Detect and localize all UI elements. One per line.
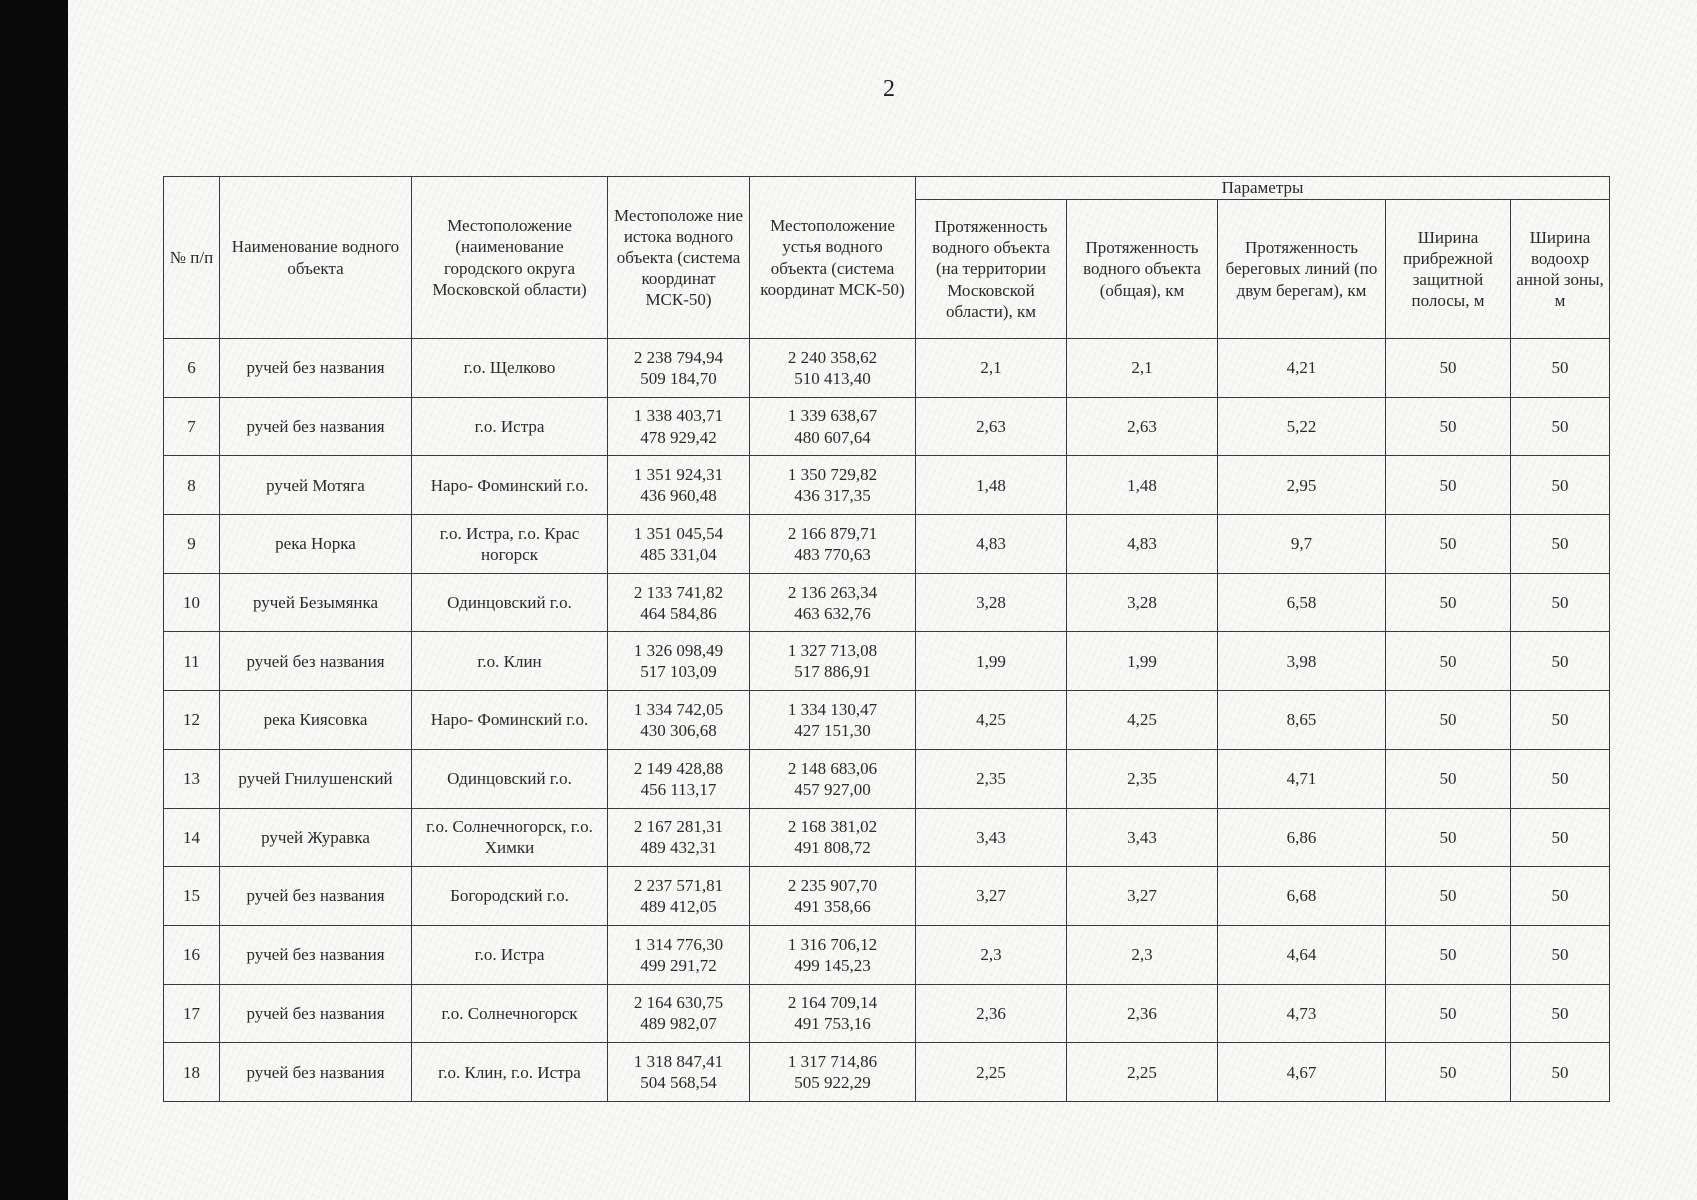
cell-protective-strip: 50 <box>1386 925 1511 984</box>
cell-name: ручей без названия <box>220 984 412 1043</box>
cell-source-coords-line: 430 306,68 <box>640 720 717 740</box>
header-params: Параметры <box>916 177 1610 200</box>
cell-length-total: 1,48 <box>1067 456 1218 515</box>
table-row <box>164 1043 1610 1102</box>
cell-name: река Норка <box>220 515 412 574</box>
cell-mouth-coords-line: 457 927,00 <box>794 779 871 799</box>
cell-mouth-coords-line: 2 148 683,06 <box>787 758 878 778</box>
cell-mouth-coords-line: 2 235 907,70 <box>787 875 878 895</box>
cell-water-zone: 50 <box>1511 573 1610 632</box>
cell-mouth-coords <box>750 397 916 456</box>
cell-water-zone: 50 <box>1511 1043 1610 1102</box>
cell-mouth-coords <box>750 339 916 398</box>
cell-length-mo: 2,25 <box>916 1043 1067 1102</box>
cell-protective-strip: 50 <box>1386 808 1511 867</box>
cell-water-zone: 50 <box>1511 691 1610 750</box>
cell-number: 13 <box>164 749 220 808</box>
table-row <box>164 867 1610 926</box>
cell-water-zone: 50 <box>1511 397 1610 456</box>
cell-length-mo: 4,25 <box>916 691 1067 750</box>
cell-water-zone: 50 <box>1511 515 1610 574</box>
cell-location: Наро- Фоминский г.о. <box>412 456 608 515</box>
cell-source-coords-line: 504 568,54 <box>640 1073 717 1093</box>
cell-source-coords-line: 464 584,86 <box>640 603 717 623</box>
cell-source-coords-line: 2 238 794,94 <box>633 347 724 367</box>
cell-shoreline: 4,21 <box>1218 339 1386 398</box>
cell-water-zone: 50 <box>1511 925 1610 984</box>
cell-shoreline: 8,65 <box>1218 691 1386 750</box>
header-protective-strip: Ширина прибрежной защитной полосы, м <box>1386 200 1511 339</box>
cell-source-coords-line: 2 149 428,88 <box>633 758 724 778</box>
cell-number: 9 <box>164 515 220 574</box>
cell-protective-strip: 50 <box>1386 691 1511 750</box>
cell-length-total: 4,83 <box>1067 515 1218 574</box>
cell-mouth-coords-line: 491 753,16 <box>794 1014 871 1034</box>
cell-length-mo: 3,28 <box>916 573 1067 632</box>
cell-length-mo: 3,43 <box>916 808 1067 867</box>
cell-length-total: 2,3 <box>1067 925 1218 984</box>
cell-source-coords <box>608 808 750 867</box>
cell-source-coords <box>608 1043 750 1102</box>
header-length-mo: Протяженность водного объекта (на территории Московской области), км <box>916 200 1067 339</box>
table-row <box>164 749 1610 808</box>
cell-length-mo: 1,99 <box>916 632 1067 691</box>
cell-location: Одинцовский г.о. <box>412 573 608 632</box>
cell-shoreline: 3,98 <box>1218 632 1386 691</box>
cell-shoreline: 9,7 <box>1218 515 1386 574</box>
cell-location: г.о. Истра <box>412 925 608 984</box>
cell-name: ручей Журавка <box>220 808 412 867</box>
cell-length-total: 2,25 <box>1067 1043 1218 1102</box>
cell-location: г.о. Солнечногорск, г.о. Химки <box>412 808 608 867</box>
cell-mouth-coords-line: 1 317 714,86 <box>787 1052 878 1072</box>
cell-water-zone: 50 <box>1511 808 1610 867</box>
cell-water-zone: 50 <box>1511 339 1610 398</box>
cell-length-mo: 4,83 <box>916 515 1067 574</box>
cell-length-mo: 3,27 <box>916 867 1067 926</box>
cell-mouth-coords-line: 499 145,23 <box>794 955 871 975</box>
table-row <box>164 573 1610 632</box>
cell-mouth-coords-line: 505 922,29 <box>794 1073 871 1093</box>
table-row <box>164 691 1610 750</box>
cell-water-zone: 50 <box>1511 749 1610 808</box>
cell-length-mo: 2,36 <box>916 984 1067 1043</box>
cell-length-total: 1,99 <box>1067 632 1218 691</box>
cell-number: 7 <box>164 397 220 456</box>
cell-mouth-coords-line: 480 607,64 <box>794 427 871 447</box>
cell-mouth-coords-line: 2 166 879,71 <box>787 523 878 543</box>
cell-source-coords <box>608 456 750 515</box>
cell-source-coords-line: 1 314 776,30 <box>633 934 724 954</box>
cell-location: г.о. Солнечногорск <box>412 984 608 1043</box>
cell-water-zone: 50 <box>1511 632 1610 691</box>
cell-water-zone: 50 <box>1511 984 1610 1043</box>
cell-source-coords-line: 499 291,72 <box>640 955 717 975</box>
cell-name: ручей без названия <box>220 925 412 984</box>
cell-location: г.о. Истра, г.о. Крас ногорск <box>412 515 608 574</box>
cell-length-total: 3,28 <box>1067 573 1218 632</box>
cell-shoreline: 5,22 <box>1218 397 1386 456</box>
cell-length-mo: 1,48 <box>916 456 1067 515</box>
cell-number: 18 <box>164 1043 220 1102</box>
cell-mouth-coords-line: 517 886,91 <box>794 662 871 682</box>
cell-mouth-coords <box>750 515 916 574</box>
header-mouth: Местоположение устья водного объекта (система координат МСК-50) <box>750 177 916 339</box>
cell-length-total: 4,25 <box>1067 691 1218 750</box>
cell-source-coords-line: 489 982,07 <box>640 1014 717 1034</box>
cell-protective-strip: 50 <box>1386 867 1511 926</box>
cell-mouth-coords-line: 1 350 729,82 <box>787 465 878 485</box>
cell-length-mo: 2,63 <box>916 397 1067 456</box>
cell-length-total: 2,63 <box>1067 397 1218 456</box>
cell-number: 14 <box>164 808 220 867</box>
cell-protective-strip: 50 <box>1386 984 1511 1043</box>
cell-source-coords <box>608 397 750 456</box>
cell-mouth-coords-line: 1 334 130,47 <box>787 699 878 719</box>
cell-water-zone: 50 <box>1511 867 1610 926</box>
cell-mouth-coords-line: 2 164 709,14 <box>787 993 878 1013</box>
cell-source-coords-line: 489 412,05 <box>640 897 717 917</box>
cell-mouth-coords <box>750 925 916 984</box>
cell-source-coords-line: 2 237 571,81 <box>633 875 724 895</box>
cell-source-coords <box>608 749 750 808</box>
cell-mouth-coords <box>750 573 916 632</box>
cell-source-coords-line: 2 164 630,75 <box>633 993 724 1013</box>
cell-mouth-coords-line: 436 317,35 <box>794 486 871 506</box>
cell-source-coords-line: 436 960,48 <box>640 486 717 506</box>
cell-name: ручей без названия <box>220 1043 412 1102</box>
cell-mouth-coords <box>750 749 916 808</box>
cell-source-coords <box>608 632 750 691</box>
table-row <box>164 339 1610 398</box>
cell-mouth-coords-line: 510 413,40 <box>794 368 871 388</box>
header-location: Местоположение (наименование городского округа Московской области) <box>412 177 608 339</box>
scan-edge <box>0 0 68 1200</box>
cell-shoreline: 4,73 <box>1218 984 1386 1043</box>
cell-length-mo: 2,3 <box>916 925 1067 984</box>
cell-mouth-coords-line: 463 632,76 <box>794 603 871 623</box>
header-name: Наименование водного объекта <box>220 177 412 339</box>
cell-protective-strip: 50 <box>1386 456 1511 515</box>
cell-source-coords <box>608 691 750 750</box>
cell-mouth-coords <box>750 867 916 926</box>
cell-source-coords-line: 1 351 045,54 <box>633 523 724 543</box>
header-water-zone: Ширина водоохр анной зоны, м <box>1511 200 1610 339</box>
cell-mouth-coords-line: 1 339 638,67 <box>787 406 878 426</box>
cell-shoreline: 2,95 <box>1218 456 1386 515</box>
header-num: № п/п <box>164 177 220 339</box>
cell-name: ручей Безымянка <box>220 573 412 632</box>
page-number: 2 <box>883 76 895 102</box>
cell-mouth-coords-line: 2 168 381,02 <box>787 817 878 837</box>
cell-shoreline: 6,86 <box>1218 808 1386 867</box>
cell-protective-strip: 50 <box>1386 632 1511 691</box>
cell-source-coords-line: 2 133 741,82 <box>633 582 724 602</box>
cell-number: 17 <box>164 984 220 1043</box>
cell-mouth-coords <box>750 1043 916 1102</box>
cell-mouth-coords-line: 1 327 713,08 <box>787 641 878 661</box>
cell-source-coords <box>608 339 750 398</box>
cell-source-coords-line: 509 184,70 <box>640 368 717 388</box>
cell-source-coords-line: 2 167 281,31 <box>633 817 724 837</box>
cell-source-coords <box>608 515 750 574</box>
header-length-total: Протяженность водного объекта (общая), км <box>1067 200 1218 339</box>
cell-number: 12 <box>164 691 220 750</box>
cell-mouth-coords-line: 2 240 358,62 <box>787 347 878 367</box>
cell-water-zone: 50 <box>1511 456 1610 515</box>
cell-source-coords <box>608 925 750 984</box>
cell-source-coords-line: 456 113,17 <box>640 779 717 799</box>
cell-name: ручей без названия <box>220 397 412 456</box>
cell-source-coords <box>608 984 750 1043</box>
cell-shoreline: 4,64 <box>1218 925 1386 984</box>
cell-location: Наро- Фоминский г.о. <box>412 691 608 750</box>
cell-protective-strip: 50 <box>1386 339 1511 398</box>
cell-protective-strip: 50 <box>1386 1043 1511 1102</box>
cell-name: ручей без названия <box>220 867 412 926</box>
table-row <box>164 456 1610 515</box>
cell-number: 11 <box>164 632 220 691</box>
cell-location: Одинцовский г.о. <box>412 749 608 808</box>
table-row <box>164 515 1610 574</box>
cell-shoreline: 6,68 <box>1218 867 1386 926</box>
table-row <box>164 984 1610 1043</box>
cell-shoreline: 6,58 <box>1218 573 1386 632</box>
cell-source-coords-line: 489 432,31 <box>640 838 717 858</box>
cell-mouth-coords <box>750 456 916 515</box>
cell-mouth-coords-line: 2 136 263,34 <box>787 582 878 602</box>
cell-name: река Киясовка <box>220 691 412 750</box>
cell-location: Богородский г.о. <box>412 867 608 926</box>
cell-length-mo: 2,35 <box>916 749 1067 808</box>
cell-length-total: 2,1 <box>1067 339 1218 398</box>
cell-source-coords <box>608 867 750 926</box>
table-row <box>164 632 1610 691</box>
cell-mouth-coords <box>750 984 916 1043</box>
cell-mouth-coords-line: 427 151,30 <box>794 720 871 740</box>
cell-source-coords <box>608 573 750 632</box>
water-objects-table <box>163 176 1610 1102</box>
table-row <box>164 808 1610 867</box>
cell-mouth-coords <box>750 632 916 691</box>
cell-source-coords-line: 1 326 098,49 <box>633 641 724 661</box>
cell-number: 15 <box>164 867 220 926</box>
cell-mouth-coords <box>750 691 916 750</box>
cell-shoreline: 4,67 <box>1218 1043 1386 1102</box>
cell-source-coords-line: 485 331,04 <box>640 544 717 564</box>
table-body <box>164 339 1610 1102</box>
cell-mouth-coords <box>750 808 916 867</box>
cell-mouth-coords-line: 483 770,63 <box>794 544 871 564</box>
header-source: Местоположе ние истока водного объекта (система координат МСК-50) <box>608 177 750 339</box>
table-row <box>164 925 1610 984</box>
cell-protective-strip: 50 <box>1386 749 1511 808</box>
cell-mouth-coords-line: 491 358,66 <box>794 897 871 917</box>
cell-number: 6 <box>164 339 220 398</box>
cell-location: г.о. Щелково <box>412 339 608 398</box>
header-shoreline: Протяженность береговых линий (по двум берегам), км <box>1218 200 1386 339</box>
cell-protective-strip: 50 <box>1386 515 1511 574</box>
cell-length-total: 3,27 <box>1067 867 1218 926</box>
cell-name: ручей без названия <box>220 339 412 398</box>
cell-shoreline: 4,71 <box>1218 749 1386 808</box>
cell-number: 16 <box>164 925 220 984</box>
cell-name: ручей Гнилушенский <box>220 749 412 808</box>
cell-length-total: 2,35 <box>1067 749 1218 808</box>
cell-source-coords-line: 1 338 403,71 <box>633 406 724 426</box>
cell-source-coords-line: 478 929,42 <box>640 427 717 447</box>
cell-source-coords-line: 1 334 742,05 <box>633 699 724 719</box>
cell-protective-strip: 50 <box>1386 573 1511 632</box>
cell-location: г.о. Клин <box>412 632 608 691</box>
cell-name: ручей Мотяга <box>220 456 412 515</box>
cell-protective-strip: 50 <box>1386 397 1511 456</box>
table-row <box>164 397 1610 456</box>
cell-length-mo: 2,1 <box>916 339 1067 398</box>
cell-source-coords-line: 1 318 847,41 <box>633 1052 724 1072</box>
cell-mouth-coords-line: 491 808,72 <box>794 838 871 858</box>
cell-number: 8 <box>164 456 220 515</box>
cell-length-total: 2,36 <box>1067 984 1218 1043</box>
cell-location: г.о. Клин, г.о. Истра <box>412 1043 608 1102</box>
cell-number: 10 <box>164 573 220 632</box>
cell-location: г.о. Истра <box>412 397 608 456</box>
cell-name: ручей без названия <box>220 632 412 691</box>
cell-source-coords-line: 517 103,09 <box>640 662 717 682</box>
cell-length-total: 3,43 <box>1067 808 1218 867</box>
cell-source-coords-line: 1 351 924,31 <box>633 465 724 485</box>
cell-mouth-coords-line: 1 316 706,12 <box>787 934 878 954</box>
